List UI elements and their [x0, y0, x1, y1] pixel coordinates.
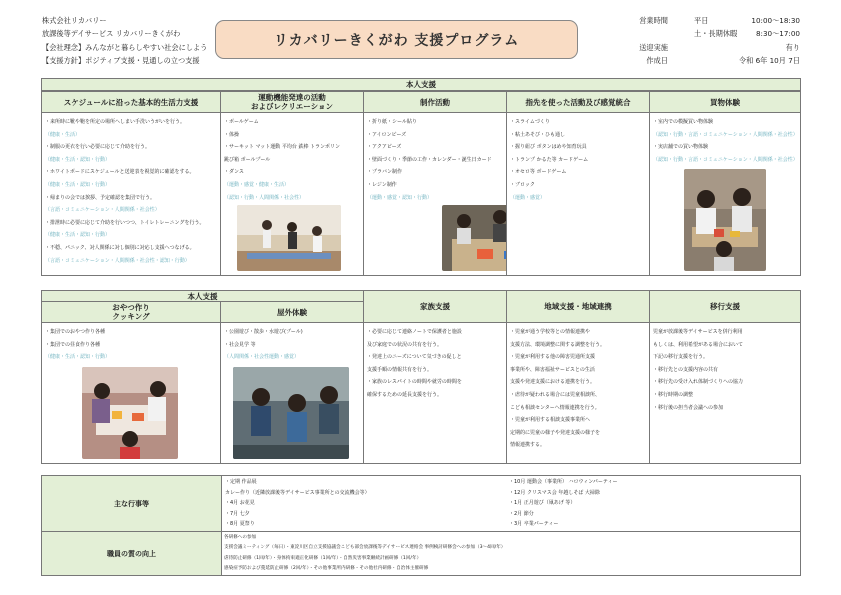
list-item: ・アクアビーズ [367, 144, 402, 151]
list-item: ・2月 節分 [509, 510, 534, 517]
list-item: 情報連携する。 [510, 442, 546, 449]
list-item: ・3月 卒業パーティー [509, 521, 559, 527]
col-body-community [506, 322, 650, 464]
events-label: 主な行事等 [41, 475, 222, 532]
photo-shopping [684, 169, 766, 271]
list-item: 感染症予防および蔓延防止研修（2回/年）・その他事業所内研修・その他社内研修・自治体主催研修 [224, 566, 429, 572]
col-body-crafts [363, 112, 507, 276]
col-header-motor-recreation: 運動機能発達の活動 およびレクリエーション [220, 91, 364, 113]
weekday-label: 平日 [694, 16, 709, 25]
list-item: 各研修への参加 [224, 535, 257, 540]
holiday-label: 土・長期休暇 [694, 29, 738, 39]
list-item: ・室内での模擬買い物体験 [653, 119, 714, 125]
list-item: ・10月 運動会（事業所） ハロウィンパーティー [509, 479, 618, 485]
item-list [507, 323, 649, 452]
list-item: こども相談センターへ情報連携を行う。 [510, 404, 600, 411]
col-body-motor-recreation [220, 112, 364, 276]
events-left-list [225, 477, 370, 530]
list-item: ・4月 お花見 [225, 500, 255, 506]
domain-tag: （言語・コミュニケーション・人間関係・社会性） [45, 207, 160, 214]
list-item: ・公園遊び・散歩・水遊び(プール) [224, 329, 303, 335]
col-header-outdoor: 屋外体験 [220, 301, 364, 323]
list-item: ・7月 七夕 [225, 510, 250, 517]
business-info [600, 14, 800, 67]
list-item: ・集団でのおやつ作り各種 [45, 329, 106, 335]
staff-list [224, 533, 505, 575]
item-list [221, 323, 363, 364]
list-item: ・家族のレスパイトの時間や就労の時間を [367, 379, 462, 386]
list-item: ・虐待が疑われる場合には児童相談所、 [510, 391, 601, 398]
col-header-crafts: 制作活動 [363, 91, 507, 113]
support-policy: 【支援方針】ポジティブ支援・見通しの立つ支援 [42, 55, 200, 65]
item-list [364, 323, 506, 402]
list-item: ・集団での昼食作り各種 [45, 341, 101, 348]
list-item: カレー作り（近隣放課後等デイサービス事業所との交流機会等） [225, 489, 370, 496]
hours-label: 営業時間 [639, 16, 668, 25]
domain-tag: （認知・行動・人間関係・社会性） [224, 194, 305, 201]
item-list [507, 113, 649, 204]
list-item: ・ブロック [510, 181, 535, 188]
photo-outdoor [233, 367, 349, 459]
list-item: 下記の移行支援を行う。 [653, 354, 709, 361]
item-list [221, 113, 363, 204]
company-philosophy: 【会社理念】みんながと暮らしやすい社会にしよう [42, 42, 208, 52]
col-body-family-support [363, 322, 507, 464]
domain-tag: （認知・行動・言語・コミュニケーション・人間関係・社会性） [653, 131, 798, 138]
section2-title: 本人支援 [41, 290, 364, 302]
col-body-cooking [41, 322, 221, 464]
list-item: ・粘土あそび・ひも通し [510, 131, 566, 138]
item-list [42, 323, 220, 364]
list-item: 虐待防止研修（1回/年）・身体拘束適正化研修（1回/年）・自然災害事業継続計画研修（1回/年） [224, 555, 422, 561]
col-header-family-support: 家族支援 [363, 290, 507, 323]
domain-tag: （健康・生活・認知・行動） [45, 232, 111, 239]
holiday-hours: 8:30～17:00 [755, 29, 800, 39]
list-item: 確保するための延長支援を行う。 [367, 391, 443, 398]
list-item: ・児童が通う学校等との情報連携や [510, 329, 591, 335]
list-item: ・社会見学 等 [224, 341, 256, 348]
domain-tag: （運動・感覚・健康・生活） [224, 181, 290, 188]
col-header-community: 地域支援・地域連携 [506, 290, 650, 323]
list-item: ・オセロ等 ボードゲーム [510, 169, 567, 176]
events-body [221, 475, 801, 532]
col-header-daily-living: スケジュールに沿った基本的生活力支援 [41, 91, 221, 113]
list-item: ・アイロンビーズ [367, 131, 407, 138]
list-item: 及び家庭での状況の共有を行う。 [367, 341, 443, 348]
list-item: もしくは、利用希望がある場合において [653, 341, 744, 348]
transport-value: 有り [785, 42, 800, 52]
list-item: ・12月 クリスマス会 年越しそば 大掃除 [509, 489, 600, 496]
created-label: 作成日 [646, 55, 668, 65]
item-list [42, 113, 220, 267]
domain-tag: （運動・感覚・認知・行動） [367, 194, 433, 201]
photo-crafts [442, 205, 507, 271]
list-item: ・定期 作品展 [225, 479, 257, 485]
weekday-hours: 10:00～18:30 [751, 16, 800, 25]
col-header-shopping: 買物体験 [649, 91, 801, 113]
list-item: ・必要に応じて連絡ノートで保護者と施設 [367, 329, 462, 335]
list-item: ・移行時期の調整 [653, 391, 694, 398]
list-item: 事業所や、障害福祉サービスとの生活 [510, 366, 595, 373]
list-item: ・壁面づくり・季節の工作・カレンダー・誕生日カード [367, 156, 492, 163]
col-header-transition: 移行支援 [649, 290, 801, 323]
created-date: 令和 6年 10月 7日 [738, 55, 800, 65]
domain-tag: （健康・生活） [45, 131, 81, 138]
list-item: ・移行先との支援内容の共有 [653, 366, 719, 373]
list-item: ・発達上のニーズについて気づきの促しと [367, 354, 462, 361]
list-item: 児童が放課後等デイサービスを併行利用 [653, 329, 743, 335]
domain-tag: （健康・生活・認知・行動） [45, 354, 111, 361]
list-item: ・体操 [224, 131, 240, 138]
photo-cooking [82, 367, 178, 459]
col-body-transition [649, 322, 801, 464]
list-item: 支援や発達支援における連携を行う。 [510, 379, 596, 386]
list-item: ・制服の更衣を行い必要に応じて介助を行う。 [45, 144, 151, 151]
list-item: ・移行先の受け入れ体制づくりへの協力 [653, 379, 744, 386]
list-item: ・サーキット マット運動 平均台 鉄棒 トランポリン [224, 144, 341, 151]
service-name: 放課後等デイサービス リカバリーきくがわ [42, 29, 181, 39]
photo-exercise [237, 205, 341, 271]
list-item: ・不穏、パニック、対人関係に対し個別に対応し支援へつなげる。 [45, 244, 195, 251]
col-body-daily-living [41, 112, 221, 276]
item-list [364, 113, 506, 204]
list-item: ・帰まりの会では挨拶、予定確認を集団で行う。 [45, 194, 156, 201]
list-item: ・握り紐び ボタンはめや知育玩具 [510, 144, 587, 151]
domain-tag: （認知・行動・言語・コミュニケーション・人間関係・社会性） [653, 156, 798, 163]
list-item: ・折り紙・シール貼り [367, 119, 417, 125]
item-list [650, 323, 800, 414]
transport-label: 送迎実施 [639, 42, 668, 52]
col-body-outdoor [220, 322, 364, 464]
page-title: リカバリーきくがわ 支援プログラム [215, 20, 578, 59]
list-item: 定期的に児童の様子や発達支援の様子を [510, 429, 601, 436]
domain-tag: （健康・生活・認知・行動） [45, 181, 111, 188]
staff-label: 職員の質の向上 [41, 531, 222, 576]
domain-tag: （運動・感覚） [510, 194, 546, 201]
section1-title: 本人支援 [41, 78, 801, 91]
list-item: ・ボールゲーム [224, 119, 259, 125]
list-item: ・ホワイトボードにスケジュールと送迎表を視覚的に確認をする。 [45, 169, 195, 176]
col-header-cooking: おやつ作り クッキング [41, 301, 221, 323]
list-item: ・トランプ かるた等 カードゲーム [510, 156, 589, 163]
list-item: 支援手順の情報共有を行う。 [367, 366, 433, 373]
list-item: ・移行後の担当者会議への参加 [653, 404, 724, 411]
list-item: ・児童が利用する他の障害児通所支援 [510, 354, 596, 361]
item-list [650, 113, 800, 166]
list-item: ・来所時に靴や鞄を所定の場所へしまい手洗いうがいを行う。 [45, 119, 186, 125]
company-name: 株式会社リカバリー [42, 16, 107, 25]
list-item: ・ダンス [224, 169, 244, 176]
list-item: ・1月 正月遊び（凧あげ 等） [509, 500, 576, 506]
list-item: ・実店舗での買い物体験 [653, 144, 709, 151]
company-info [42, 14, 207, 67]
list-item: ・プラバン制作 [367, 169, 403, 176]
list-item: ・排泄時に必要に応じて介助を行いつつ、トイレトレーニングを行う。 [45, 219, 205, 226]
col-header-fine-motor: 指先を使った活動及び感覚統合 [506, 91, 650, 113]
list-item: 支援会議ミーティング（毎日）・東淀川区自立支援協議会こども部会放課後等デイサービス連絡会 事例検討研修会への参加（3～4回/年） [224, 545, 506, 551]
list-item: 跳び箱 ボールプール [224, 156, 271, 163]
events-right-list [509, 477, 618, 530]
list-item: ・8月 夏祭り [225, 521, 255, 527]
domain-tag: （言語・コミュニケーション・人間関係・社会性・認知・行動） [45, 257, 190, 264]
domain-tag: （健康・生活・認知・行動） [45, 156, 111, 163]
col-body-shopping [649, 112, 801, 276]
list-item: ・レジン制作 [367, 181, 397, 188]
staff-body [221, 531, 801, 576]
list-item: ・スライムづくり [510, 119, 550, 125]
domain-tag: （人間関係・社会性運動・感覚） [224, 354, 300, 361]
list-item: ・児童が利用する相談支援事業所へ [510, 417, 591, 424]
list-item: 支援方法、環境調整に関する調整を行う。 [510, 341, 606, 348]
col-body-fine-motor [506, 112, 650, 276]
